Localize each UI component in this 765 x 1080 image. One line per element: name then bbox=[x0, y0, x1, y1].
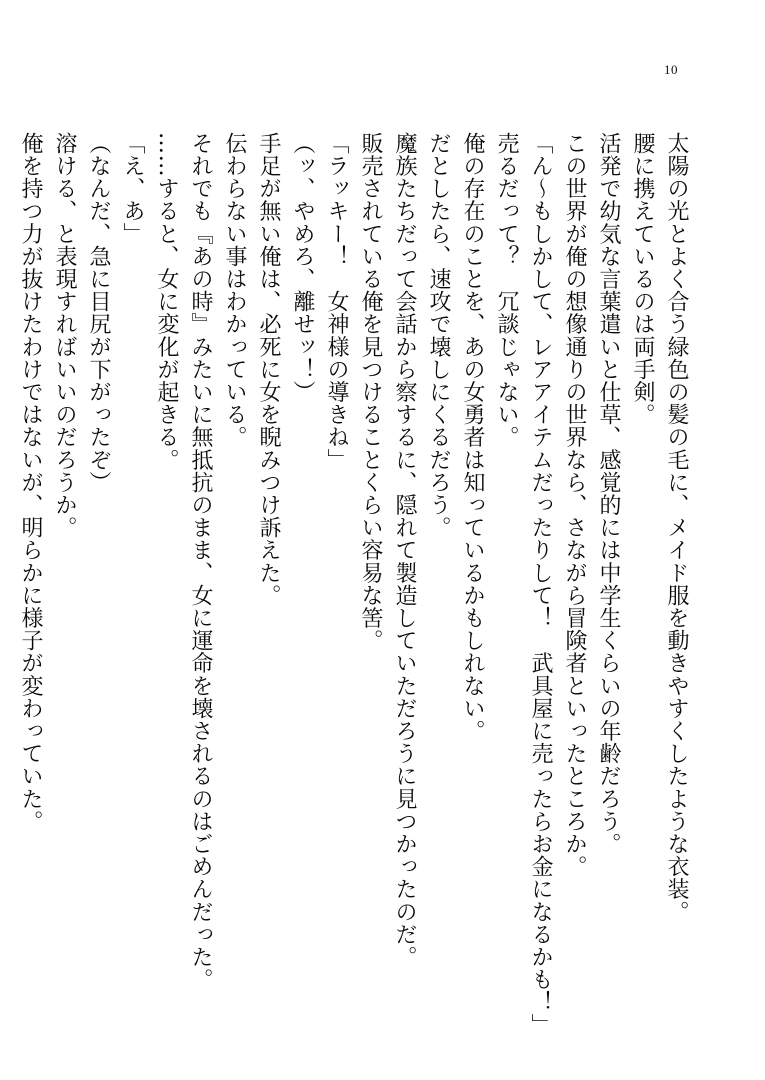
text-line: 俺を持つ力が抜けたわけではないが、明らかに様子が変わっていた。 bbox=[18, 132, 43, 833]
text-line: （なんだ、急に目尻が下がったぞ） bbox=[86, 132, 111, 494]
text-line: 活発で幼気な言葉遣いと仕草、感覚的には中学生くらいの年齢だろう。 bbox=[596, 132, 621, 856]
text-line: 太陽の光とよく合う緑色の髪の毛に、メイド服を動きやすくしたような衣装。 bbox=[664, 132, 689, 923]
text-line: （ッ、やめろ、離せッ！） bbox=[290, 132, 315, 404]
text-line: この世界が俺の想像通りの世界なら、さながら冒険者といったところか。 bbox=[562, 132, 587, 878]
text-line: 「え、あ」 bbox=[120, 132, 145, 245]
text-line: ……すると、女に変化が起きる。 bbox=[154, 132, 179, 471]
body-text bbox=[13, 132, 693, 1036]
text-line: だとしたら、速攻で壊しにくるだろう。 bbox=[426, 132, 451, 539]
page-number: 10 bbox=[664, 62, 678, 77]
text-line: 伝わらない事はわかっている。 bbox=[222, 132, 247, 449]
text-line: 腰に携えているのは両手剣。 bbox=[630, 132, 655, 426]
text-line: 俺の存在のことを、あの女勇者は知っているかもしれない。 bbox=[460, 132, 485, 743]
text-line: 「ん〜もしかして、レアアイテムだったりして！ 武具屋に売ったらお金になるかも！」 bbox=[528, 132, 553, 1036]
text-line: 手足が無い俺は、必死に女を睨みつけ訴えた。 bbox=[256, 132, 281, 607]
text-line: 売るだって？ 冗談じゃない。 bbox=[494, 132, 519, 449]
text-line: 「ラッキー！ 女神様の導きね」 bbox=[324, 132, 349, 471]
text-line: 魔族たちだって会話から察するに、隠れて製造していただろうに見つかったのだ。 bbox=[392, 132, 417, 969]
text-line: 販売されている俺を見つけることくらい容易な筈。 bbox=[358, 132, 383, 652]
text-line: それでも『あの時』みたいに無抵抗のまま、女に運命を壊されるのはごめんだった。 bbox=[188, 132, 213, 991]
text-line: 溶ける、と表現すればいいのだろうか。 bbox=[52, 132, 77, 539]
